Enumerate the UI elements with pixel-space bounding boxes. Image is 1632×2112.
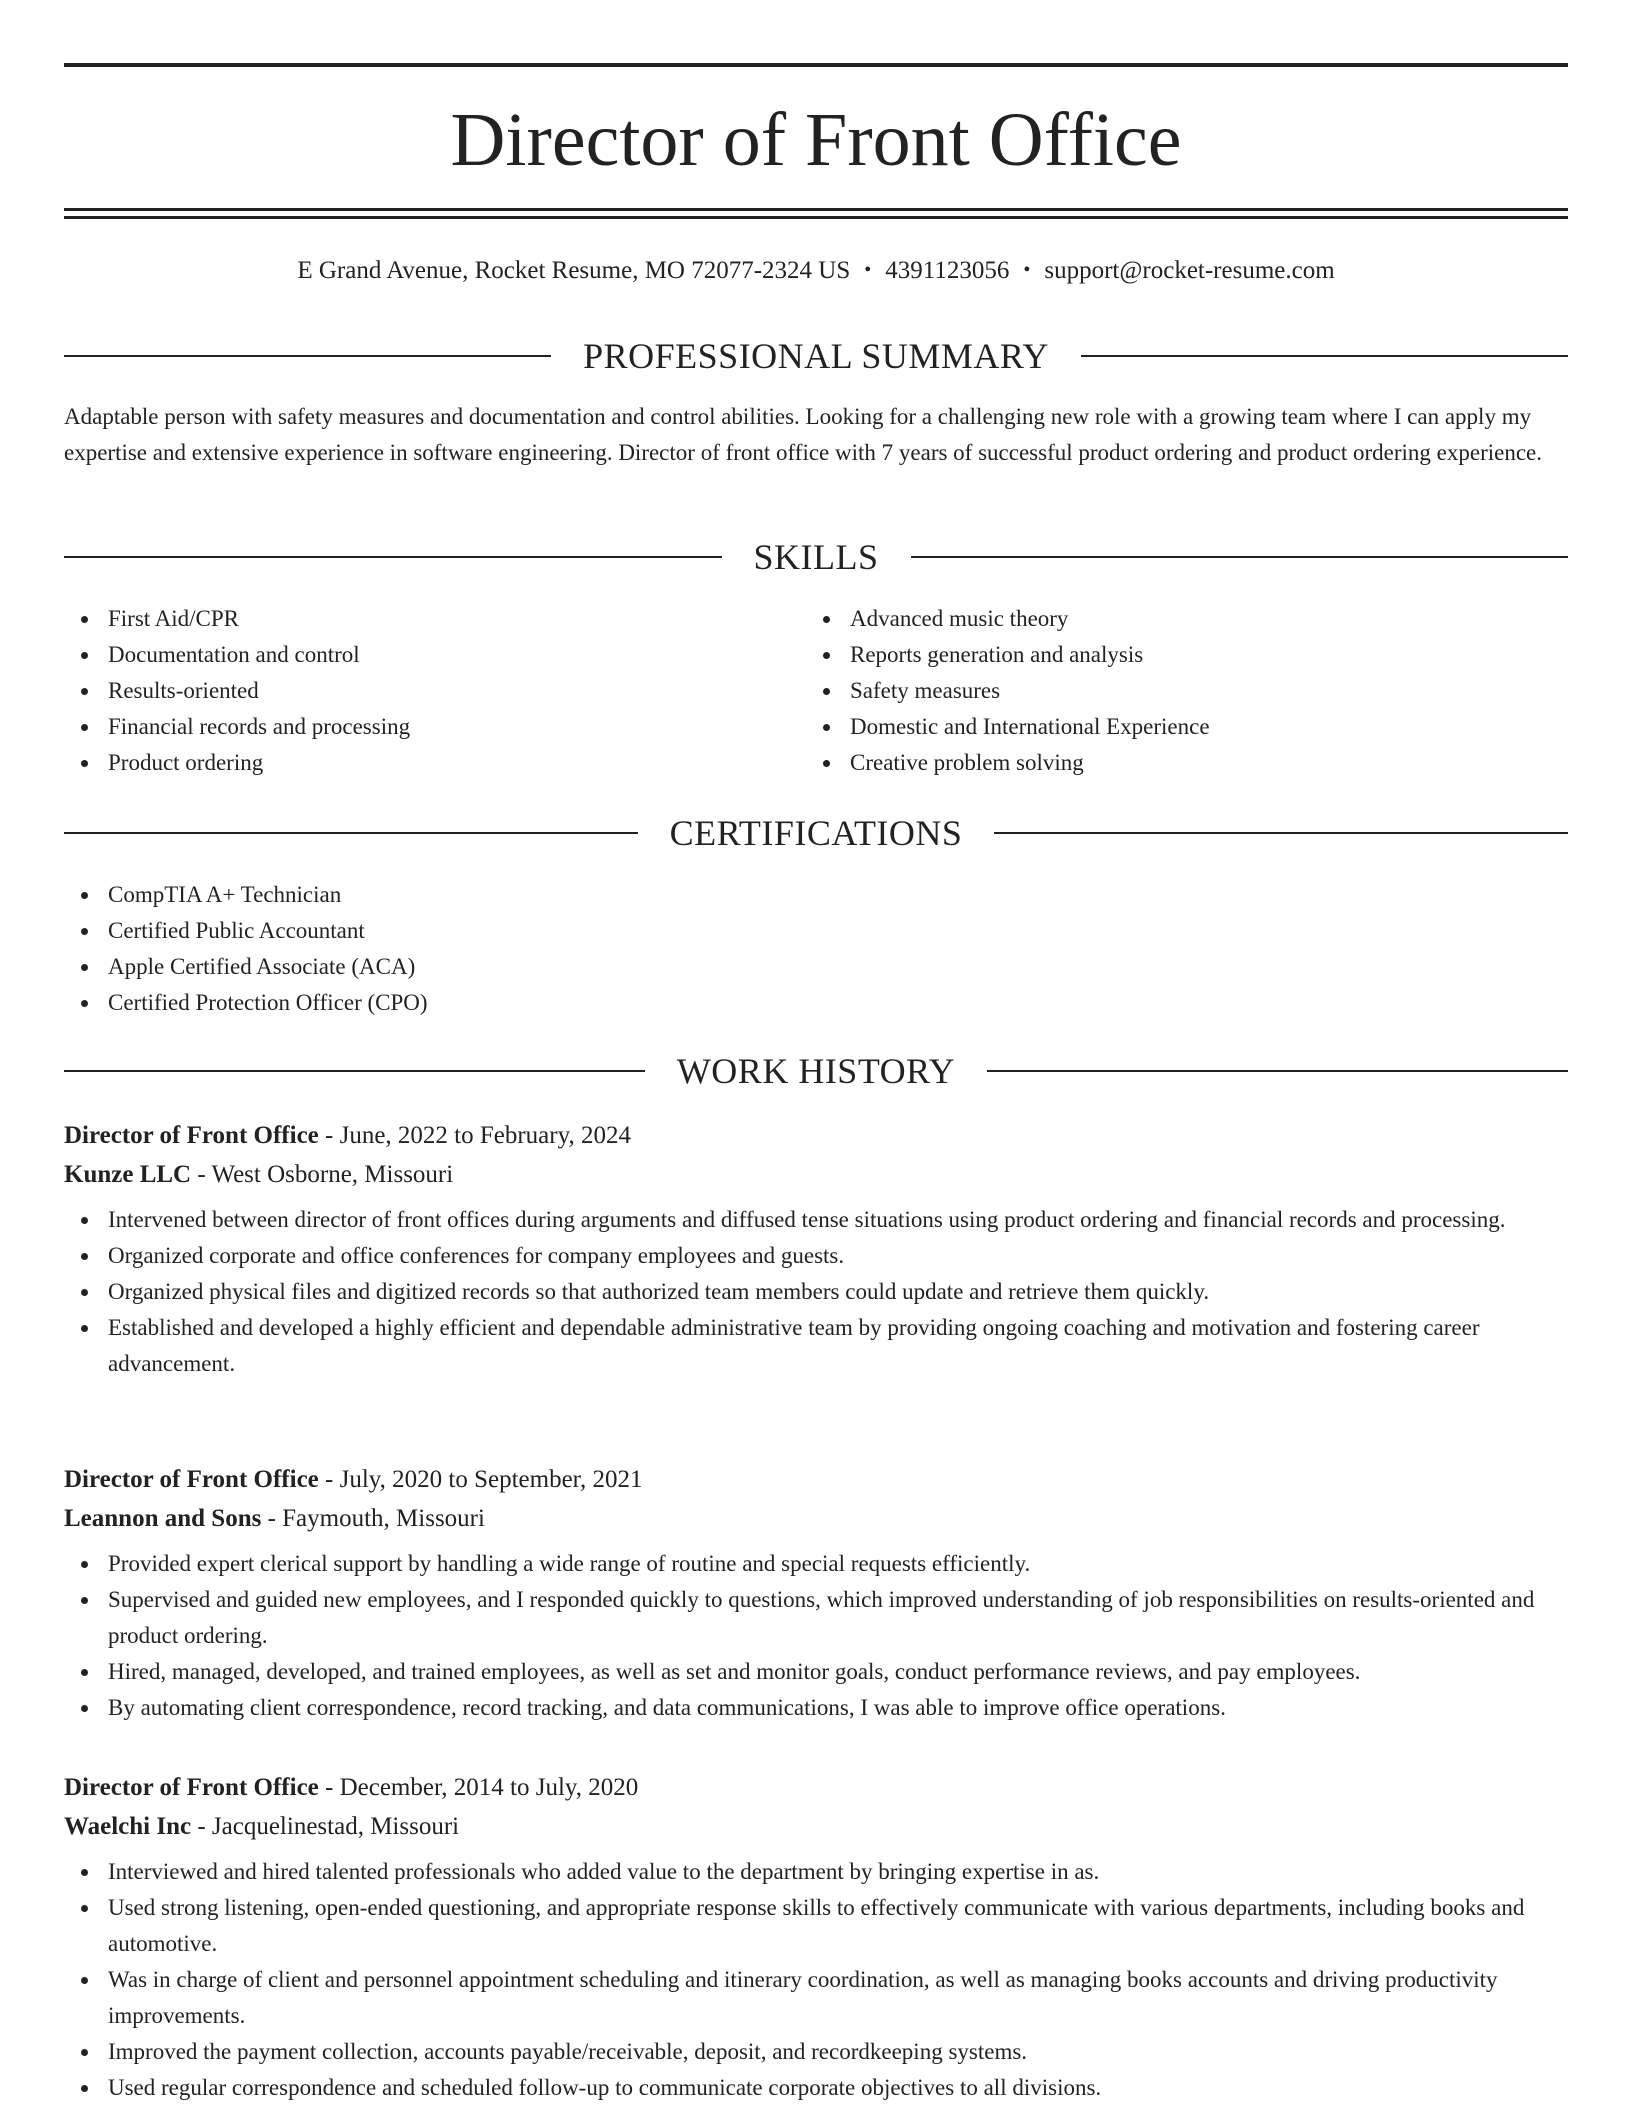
- job-entry: [64, 1768, 1568, 2106]
- skill-item: Product ordering: [64, 745, 764, 781]
- job-dates: - December, 2014 to July, 2020: [318, 1774, 639, 1801]
- section-rule-left: [64, 1070, 645, 1072]
- skill-item: Reports generation and analysis: [806, 637, 1506, 673]
- skills-list-right: [806, 601, 1506, 781]
- contact-separator: •: [864, 259, 872, 281]
- section-title-summary: PROFESSIONAL SUMMARY: [583, 336, 1049, 376]
- job-bullet: Supervised and guided new employees, and I responded quickly to questions, which improved understanding of job responsibilities on results-oriented and product ordering.: [64, 1582, 1568, 1654]
- section-header-work-history: [64, 1051, 1568, 1091]
- section-rule-right: [994, 832, 1568, 834]
- job-title-line: [64, 1116, 1568, 1155]
- certification-item: Apple Certified Associate (ACA): [64, 949, 964, 985]
- section-rule-right: [911, 556, 1569, 558]
- job-bullet: By automating client correspondence, record tracking, and data communications, I was able to improve office operations.: [64, 1690, 1568, 1726]
- section-title-skills: SKILLS: [753, 537, 879, 577]
- job-company-line: [64, 1807, 1568, 1846]
- job-company-line: [64, 1155, 1568, 1194]
- contact-line: [64, 254, 1568, 287]
- section-rule-right: [1081, 355, 1568, 357]
- job-company: Waelchi Inc: [64, 1813, 192, 1840]
- job-dates: - June, 2022 to February, 2024: [318, 1122, 631, 1149]
- job-bullets: [64, 1546, 1568, 1726]
- top-rule: [64, 63, 1568, 67]
- skill-item: Creative problem solving: [806, 745, 1506, 781]
- job-bullet: Organized physical files and digitized records so that authorized team members could update and retrieve them quickly.: [64, 1274, 1568, 1310]
- skills-list-left: [64, 601, 764, 781]
- job-bullet: Used strong listening, open-ended questioning, and appropriate response skills to effectively communicate with various departments, including books and automotive.: [64, 1890, 1568, 1962]
- title-rule-upper: [64, 208, 1568, 211]
- certification-item: CompTIA A+ Technician: [64, 877, 964, 913]
- section-title-certifications: CERTIFICATIONS: [669, 813, 963, 853]
- section-header-skills: [64, 537, 1568, 577]
- job-bullet: Improved the payment collection, accounts payable/receivable, deposit, and recordkeeping systems.: [64, 2034, 1568, 2070]
- section-rule-left: [64, 355, 551, 357]
- job-bullet: Provided expert clerical support by handling a wide range of routine and special requests efficiently.: [64, 1546, 1568, 1582]
- job-bullets: [64, 1202, 1568, 1382]
- job-bullet: Established and developed a highly efficient and dependable administrative team by providing ongoing coaching and motivation and fostering career advancement.: [64, 1310, 1568, 1382]
- job-title-line: [64, 1768, 1568, 1807]
- contact-separator: •: [1023, 259, 1031, 281]
- resume-title: Director of Front Office: [450, 98, 1182, 182]
- job-title: Director of Front Office: [64, 1466, 319, 1493]
- certification-item: Certified Protection Officer (CPO): [64, 985, 964, 1021]
- job-location: - Jacquelinestad, Missouri: [191, 1813, 460, 1840]
- job-bullet: Intervened between director of front offices during arguments and diffused tense situations using product ordering and financial records and processing.: [64, 1202, 1568, 1238]
- certifications-list: [64, 877, 964, 1021]
- job-title: Director of Front Office: [64, 1122, 319, 1149]
- certification-item: Certified Public Accountant: [64, 913, 964, 949]
- job-bullets: [64, 1854, 1568, 2106]
- skill-item: Financial records and processing: [64, 709, 764, 745]
- job-title-line: [64, 1460, 1568, 1499]
- contact-address: E Grand Avenue, Rocket Resume, MO 72077-2324 US: [297, 257, 851, 284]
- job-bullet: Used regular correspondence and scheduled follow-up to communicate corporate objectives to all divisions.: [64, 2070, 1568, 2106]
- section-rule-left: [64, 556, 722, 558]
- job-title: Director of Front Office: [64, 1774, 319, 1801]
- section-header-summary: [64, 336, 1568, 376]
- job-bullet: Was in charge of client and personnel appointment scheduling and itinerary coordination, as well as managing books accounts and driving productivity improvements.: [64, 1962, 1568, 2034]
- title-rule-lower: [64, 216, 1568, 219]
- job-bullet: Interviewed and hired talented professionals who added value to the department by bringing expertise in as.: [64, 1854, 1568, 1890]
- section-title-work-history: WORK HISTORY: [676, 1051, 956, 1091]
- job-company: Kunze LLC: [64, 1161, 192, 1188]
- skill-item: First Aid/CPR: [64, 601, 764, 637]
- skill-item: Documentation and control: [64, 637, 764, 673]
- job-dates: - July, 2020 to September, 2021: [318, 1466, 643, 1493]
- summary-text: Adaptable person with safety measures and documentation and control abilities. Looking for a challenging new role with a growing team where I can apply my expertise and extensive experience in software engineering. Director of front office with 7 years of successful product ordering and product ordering experience.: [64, 404, 1543, 465]
- job-bullet: Organized corporate and office conferences for company employees and guests.: [64, 1238, 1568, 1274]
- job-location: - West Osborne, Missouri: [191, 1161, 454, 1188]
- skill-item: Results-oriented: [64, 673, 764, 709]
- job-bullet: Hired, managed, developed, and trained employees, as well as set and monitor goals, conduct performance reviews, and pay employees.: [64, 1654, 1568, 1690]
- job-company: Leannon and Sons: [64, 1505, 262, 1532]
- job-entry: [64, 1116, 1568, 1382]
- section-header-certifications: [64, 813, 1568, 853]
- job-entry: [64, 1460, 1568, 1726]
- skill-item: Safety measures: [806, 673, 1506, 709]
- contact-phone: 4391123056: [885, 257, 1010, 284]
- job-location: - Faymouth, Missouri: [261, 1505, 485, 1532]
- section-rule-right: [987, 1070, 1568, 1072]
- job-company-line: [64, 1499, 1568, 1538]
- skill-item: Advanced music theory: [806, 601, 1506, 637]
- section-rule-left: [64, 832, 638, 834]
- contact-email: support@rocket-resume.com: [1044, 257, 1335, 284]
- skill-item: Domestic and International Experience: [806, 709, 1506, 745]
